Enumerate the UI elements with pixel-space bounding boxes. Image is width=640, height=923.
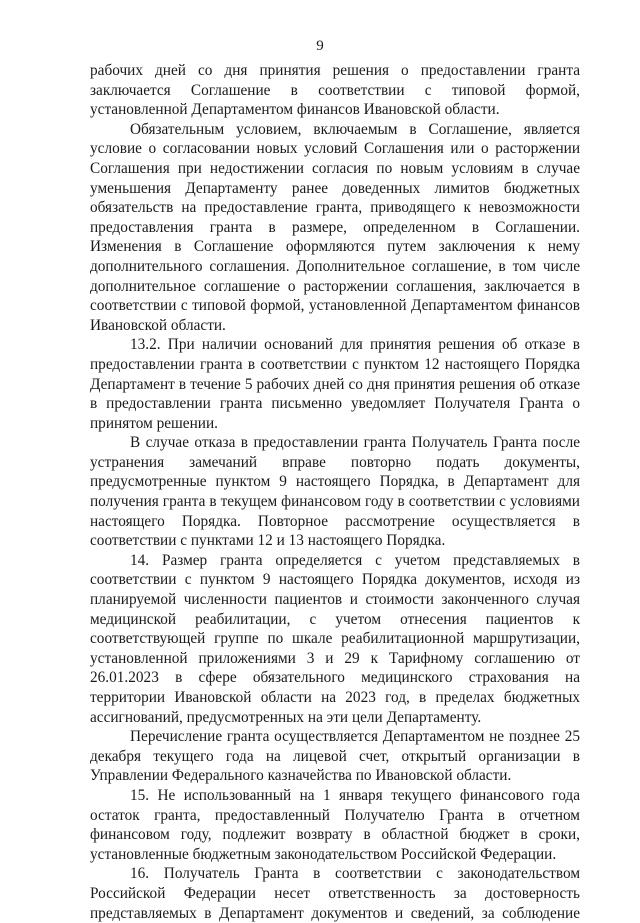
paragraph-agreement-condition: Обязательным условием, включаемым в Соглашение, является условие о согласовании новых условий Соглашения или о расторжении Соглашения при недостижении согласия по новым условиям в случае уменьшения Департаменту ранее доведенных лимитов бюджетных обязательств на предоставление гранта, приводящего к невозможности предоставления гранта в размере, определенном в Соглашении. Изменения в Соглашение оформляются путем заключения к нему дополнительного соглашения. Дополнительное соглашение, в том числе дополнительное соглашение о расторжении соглашения, заключается в соответствии с типовой формой, установленной Департаментом финансов Ивановской области. <box>90 120 580 334</box>
page-number: 9 <box>316 38 324 54</box>
document-body <box>90 61 580 923</box>
paragraph-16: 16. Получатель Гранта в соответствии с законодательством Российской Федерации несет ответственность за достоверность представляемых в Департамент документов и сведений, за соблюдение <box>90 865 580 922</box>
paragraph-grant-transfer: Перечисление гранта осуществляется Департаментом не позднее 25 декабря текущего года на лицевой счет, открытый организации в Управлении Федерального казначейства по Ивановской области. <box>90 728 580 785</box>
paragraph-refusal-resubmission: В случае отказа в предоставлении гранта Получатель Гранта после устранения замечаний вправе повторно подать документы, предусмотренные пунктом 9 настоящего Порядка, в Департамент для получения гранта в текущем финансовом году в соответствии с условиями настоящего Порядка. Повторное рассмотрение осуществляется в соответствии с пунктами 12 и 13 настоящего Порядка. <box>90 434 580 550</box>
paragraph-14: 14. Размер гранта определяется с учетом представляемых в соответствии с пунктом 9 настоящего Порядка документов, исходя из планируемой численности пациентов и стоимости законченного случая медицинской реабилитации, с учетом отнесения пациентов к соответствующей группе по шкале реабилитационной маршрутизации, установленной приложениями 3 и 29 к Тарифному соглашению от 26.01.2023 в сфере обязательного медицинского страхования на территории Ивановской области на 2023 год, в пределах бюджетных ассигнований, предусмотренных на эти цели Департаменту. <box>90 551 580 726</box>
paragraph-13-2: 13.2. При наличии оснований для принятия решения об отказе в предоставлении гранта в соответствии с пунктом 12 настоящего Порядка Департамент в течение 5 рабочих дней со дня принятия решения об отказе в предоставлении гранта письменно уведомляет Получателя Гранта о принятом решении. <box>90 336 580 432</box>
paragraph-15: 15. Не использованный на 1 января текущего финансового года остаток гранта, предоставленный Получателю Гранта в отчетном финансовом году, подлежит возврату в областной бюджет в сроки, установленные бюджетным законодательством Российской Федерации. <box>90 786 580 863</box>
paragraph-continuation: рабочих дней со дня принятия решения о предоставлении гранта заключается Соглашение в соответствии с типовой формой, установленной Департаментом финансов Ивановской области. <box>90 62 580 119</box>
